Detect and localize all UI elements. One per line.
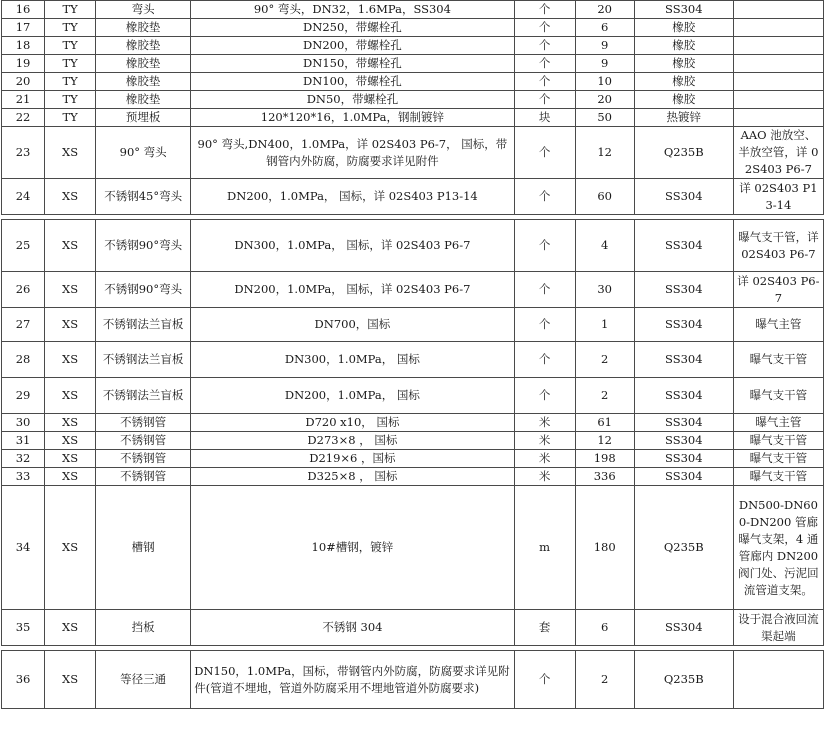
row-number: 25: [2, 220, 45, 272]
item-material: SS304: [634, 450, 733, 468]
table-row: [2, 342, 824, 378]
item-material: 橡胶: [634, 55, 733, 73]
row-number: 22: [2, 109, 45, 127]
table-row: [2, 127, 824, 179]
category-code: XS: [45, 378, 96, 414]
item-unit: 个: [514, 378, 575, 414]
item-name: 橡胶垫: [96, 37, 191, 55]
item-spec: DN250，带螺栓孔: [191, 19, 514, 37]
row-number: 23: [2, 127, 45, 179]
item-material: SS304: [634, 179, 733, 215]
item-spec: D219×6 ，国标: [191, 450, 514, 468]
item-spec: DN200，1.0MPa， 国标，详 02S403 P6-7: [191, 272, 514, 308]
item-remark: 曝气主管: [733, 414, 823, 432]
item-name: 橡胶垫: [96, 55, 191, 73]
item-name: 90° 弯头: [96, 127, 191, 179]
item-name: 槽钢: [96, 486, 191, 610]
category-code: XS: [45, 179, 96, 215]
row-number: 33: [2, 468, 45, 486]
item-unit: 个: [514, 19, 575, 37]
item-unit: 米: [514, 450, 575, 468]
item-quantity: 30: [575, 272, 634, 308]
item-name: 挡板: [96, 610, 191, 646]
item-name: 不锈钢法兰盲板: [96, 308, 191, 342]
category-code: TY: [45, 37, 96, 55]
table-row: [2, 378, 824, 414]
item-name: 不锈钢管: [96, 414, 191, 432]
item-spec: 120*120*16，1.0MPa，钢制镀锌: [191, 109, 514, 127]
item-name: 不锈钢管: [96, 432, 191, 450]
item-spec: DN200，1.0MPa， 国标: [191, 378, 514, 414]
category-code: TY: [45, 1, 96, 19]
item-material: SS304: [634, 414, 733, 432]
item-material: SS304: [634, 272, 733, 308]
item-remark: 曝气支干管: [733, 432, 823, 450]
item-remark: 详 02S403 P6-7: [733, 272, 823, 308]
item-spec: D720 x10， 国标: [191, 414, 514, 432]
item-unit: 个: [514, 55, 575, 73]
item-spec: DN150，1.0MPa，国标，带钢管内外防腐，防腐要求详见附件(管道不埋地，管道外防腐采用不埋地管道外防腐要求): [191, 651, 514, 709]
item-quantity: 50: [575, 109, 634, 127]
item-spec: DN200，1.0MPa， 国标，详 02S403 P13-14: [191, 179, 514, 215]
table-row: [2, 432, 824, 450]
table-row: [2, 486, 824, 610]
category-code: XS: [45, 432, 96, 450]
category-code: XS: [45, 414, 96, 432]
row-number: 29: [2, 378, 45, 414]
item-quantity: 20: [575, 91, 634, 109]
row-number: 21: [2, 91, 45, 109]
item-quantity: 6: [575, 19, 634, 37]
row-number: 34: [2, 486, 45, 610]
category-code: XS: [45, 610, 96, 646]
item-unit: 米: [514, 432, 575, 450]
material-table: [1, 0, 824, 709]
item-remark: 曝气支干管: [733, 342, 823, 378]
row-number: 17: [2, 19, 45, 37]
item-remark: 设于混合液回流渠起端: [733, 610, 823, 646]
item-quantity: 1: [575, 308, 634, 342]
item-name: 弯头: [96, 1, 191, 19]
item-name: 不锈钢45°弯头: [96, 179, 191, 215]
item-material: SS304: [634, 432, 733, 450]
item-quantity: 12: [575, 127, 634, 179]
item-spec: 90° 弯头，DN32，1.6MPa，SS304: [191, 1, 514, 19]
row-number: 31: [2, 432, 45, 450]
table-row: [2, 651, 824, 709]
row-number: 36: [2, 651, 45, 709]
table-row: [2, 414, 824, 432]
item-unit: 个: [514, 127, 575, 179]
item-unit: 个: [514, 272, 575, 308]
item-unit: 套: [514, 610, 575, 646]
row-number: 27: [2, 308, 45, 342]
table-row: [2, 73, 824, 91]
item-spec: DN300，1.0MPa， 国标: [191, 342, 514, 378]
row-number: 19: [2, 55, 45, 73]
table-row: [2, 109, 824, 127]
table-row: [2, 37, 824, 55]
table-row: [2, 19, 824, 37]
item-remark: [733, 55, 823, 73]
row-number: 30: [2, 414, 45, 432]
item-material: 橡胶: [634, 73, 733, 91]
row-number: 28: [2, 342, 45, 378]
table-row: [2, 1, 824, 19]
item-quantity: 20: [575, 1, 634, 19]
table-row: [2, 450, 824, 468]
item-quantity: 9: [575, 37, 634, 55]
item-quantity: 2: [575, 342, 634, 378]
category-code: XS: [45, 127, 96, 179]
item-spec: D325×8 ， 国标: [191, 468, 514, 486]
table-row: [2, 55, 824, 73]
category-code: TY: [45, 55, 96, 73]
item-material: SS304: [634, 610, 733, 646]
item-quantity: 6: [575, 610, 634, 646]
item-material: 热镀锌: [634, 109, 733, 127]
item-name: 不锈钢法兰盲板: [96, 378, 191, 414]
category-code: XS: [45, 468, 96, 486]
item-quantity: 198: [575, 450, 634, 468]
category-code: XS: [45, 272, 96, 308]
item-material: SS304: [634, 1, 733, 19]
item-material: Q235B: [634, 127, 733, 179]
item-spec: DN100，带螺栓孔: [191, 73, 514, 91]
table-row: [2, 91, 824, 109]
item-name: 不锈钢法兰盲板: [96, 342, 191, 378]
category-code: XS: [45, 342, 96, 378]
item-unit: 米: [514, 414, 575, 432]
row-number: 35: [2, 610, 45, 646]
item-quantity: 336: [575, 468, 634, 486]
item-remark: 曝气支干管: [733, 468, 823, 486]
row-number: 20: [2, 73, 45, 91]
item-name: 橡胶垫: [96, 91, 191, 109]
item-spec: 不锈钢 304: [191, 610, 514, 646]
item-unit: 个: [514, 91, 575, 109]
item-name: 不锈钢管: [96, 450, 191, 468]
item-material: 橡胶: [634, 19, 733, 37]
item-spec: D273×8 ， 国标: [191, 432, 514, 450]
item-remark: DN500-DN600-DN200 管廊曝气支架，4 通管廊内 DN200 阀门处、污泥回流管道支架。: [733, 486, 823, 610]
table-row: [2, 220, 824, 272]
item-remark: [733, 1, 823, 19]
row-number: 16: [2, 1, 45, 19]
item-name: 不锈钢90°弯头: [96, 272, 191, 308]
item-remark: [733, 109, 823, 127]
item-remark: [733, 73, 823, 91]
category-code: TY: [45, 109, 96, 127]
item-unit: 米: [514, 468, 575, 486]
item-remark: 详 02S403 P13-14: [733, 179, 823, 215]
row-number: 26: [2, 272, 45, 308]
item-name: 橡胶垫: [96, 73, 191, 91]
item-spec: 90° 弯头,DN400，1.0MPa，详 02S403 P6-7， 国标，带钢管内外防腐，防腐要求详见附件: [191, 127, 514, 179]
row-number: 32: [2, 450, 45, 468]
item-name: 不锈钢90°弯头: [96, 220, 191, 272]
item-spec: DN200，带螺栓孔: [191, 37, 514, 55]
category-code: TY: [45, 73, 96, 91]
table-row: [2, 468, 824, 486]
table-row: [2, 272, 824, 308]
row-number: 18: [2, 37, 45, 55]
item-name: 预埋板: [96, 109, 191, 127]
item-spec: DN300，1.0MPa， 国标，详 02S403 P6-7: [191, 220, 514, 272]
item-remark: 曝气支干管，详 02S403 P6-7: [733, 220, 823, 272]
item-material: SS304: [634, 308, 733, 342]
item-material: SS304: [634, 220, 733, 272]
item-unit: 个: [514, 37, 575, 55]
item-material: 橡胶: [634, 91, 733, 109]
category-code: TY: [45, 91, 96, 109]
category-code: XS: [45, 486, 96, 610]
item-material: 橡胶: [634, 37, 733, 55]
item-name: 橡胶垫: [96, 19, 191, 37]
item-spec: DN700，国标: [191, 308, 514, 342]
item-unit: 个: [514, 220, 575, 272]
item-quantity: 61: [575, 414, 634, 432]
table-row: [2, 179, 824, 215]
table-row: [2, 308, 824, 342]
item-quantity: 180: [575, 486, 634, 610]
row-number: 24: [2, 179, 45, 215]
item-material: SS304: [634, 378, 733, 414]
item-remark: 曝气主管: [733, 308, 823, 342]
item-remark: 曝气支干管: [733, 450, 823, 468]
item-remark: [733, 651, 823, 709]
item-unit: 个: [514, 73, 575, 91]
item-unit: m: [514, 486, 575, 610]
item-quantity: 2: [575, 378, 634, 414]
item-quantity: 60: [575, 179, 634, 215]
item-quantity: 12: [575, 432, 634, 450]
item-spec: 10#槽钢，镀锌: [191, 486, 514, 610]
item-spec: DN50，带螺栓孔: [191, 91, 514, 109]
item-unit: 块: [514, 109, 575, 127]
item-material: SS304: [634, 342, 733, 378]
category-code: XS: [45, 651, 96, 709]
item-material: Q235B: [634, 486, 733, 610]
item-remark: AAO 池放空、半放空管，详 02S403 P6-7: [733, 127, 823, 179]
category-code: XS: [45, 220, 96, 272]
item-spec: DN150，带螺栓孔: [191, 55, 514, 73]
material-table-body: [2, 1, 824, 709]
item-unit: 个: [514, 342, 575, 378]
item-quantity: 9: [575, 55, 634, 73]
item-remark: [733, 19, 823, 37]
category-code: TY: [45, 19, 96, 37]
item-name: 不锈钢管: [96, 468, 191, 486]
item-remark: [733, 91, 823, 109]
item-remark: [733, 37, 823, 55]
item-unit: 个: [514, 179, 575, 215]
item-name: 等径三通: [96, 651, 191, 709]
table-row: [2, 610, 824, 646]
item-remark: 曝气支干管: [733, 378, 823, 414]
item-quantity: 4: [575, 220, 634, 272]
item-unit: 个: [514, 651, 575, 709]
item-material: Q235B: [634, 651, 733, 709]
item-quantity: 2: [575, 651, 634, 709]
category-code: XS: [45, 450, 96, 468]
item-unit: 个: [514, 1, 575, 19]
item-material: SS304: [634, 468, 733, 486]
category-code: XS: [45, 308, 96, 342]
item-quantity: 10: [575, 73, 634, 91]
item-unit: 个: [514, 308, 575, 342]
